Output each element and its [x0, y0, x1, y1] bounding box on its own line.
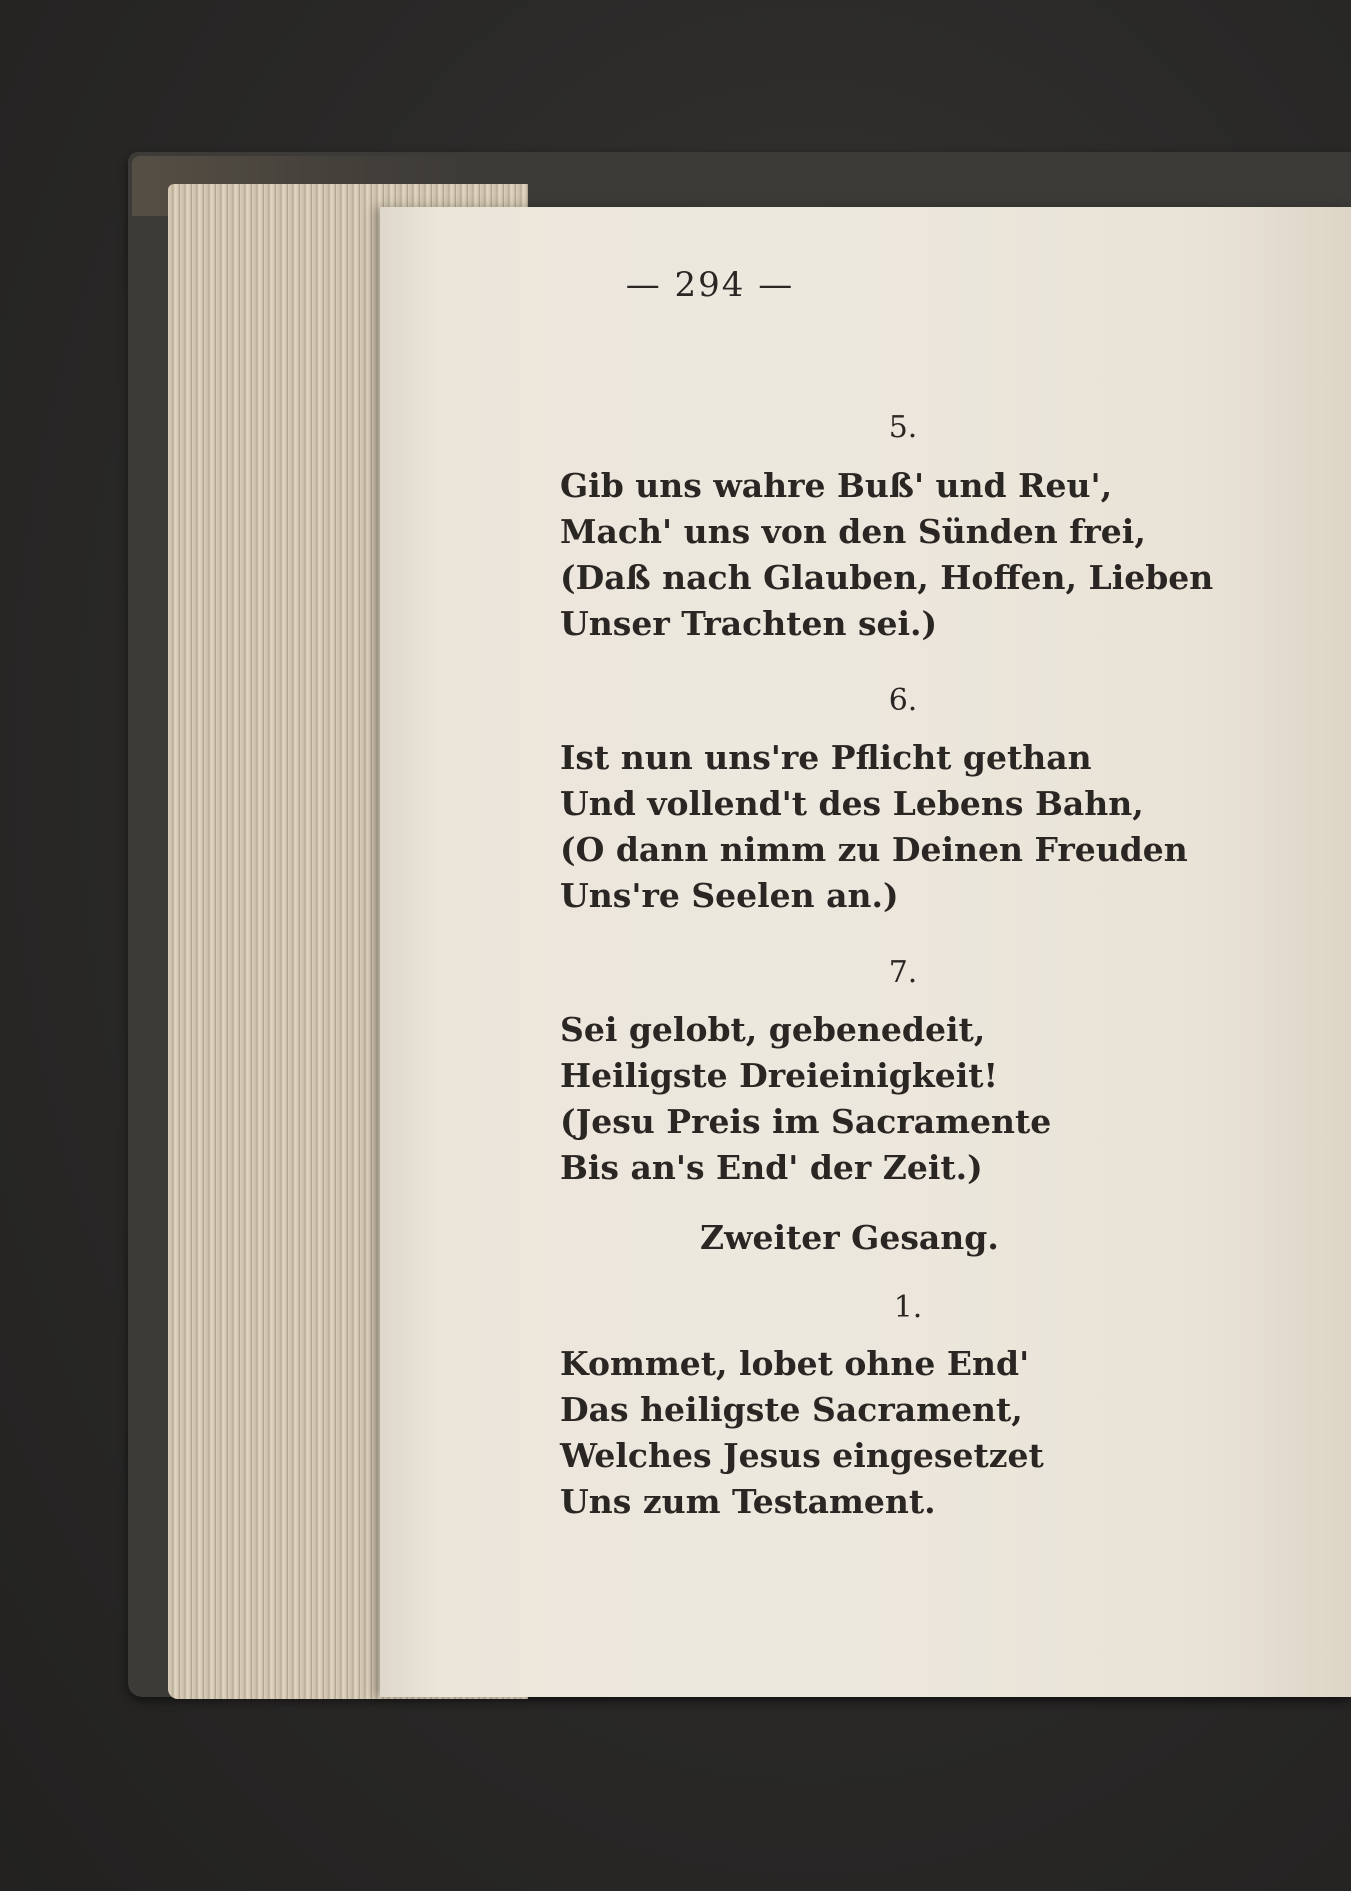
stanza-number: 6.	[888, 683, 918, 718]
verse-line: Unser Trachten sei.)	[560, 604, 938, 643]
verse-line: Mach' uns von den Sünden frei,	[560, 512, 1146, 551]
stanza-number: 7.	[888, 955, 918, 990]
verse-line: Und vollend't des Lebens Bahn,	[560, 784, 1144, 823]
open-book	[128, 152, 1351, 1712]
verse-line: Uns zum Testament.	[560, 1482, 936, 1521]
verse-line: Gib uns wahre Buß' und Reu',	[560, 466, 1113, 505]
verse-line: Ist nun uns're Pflicht gethan	[560, 738, 1092, 777]
verse-line: Uns're Seelen an.)	[560, 876, 899, 915]
verse-line: Welches Jesus eingesetzet	[560, 1436, 1044, 1475]
verse-line: (O dann nimm zu Deinen Freuden	[560, 830, 1188, 869]
verse-line: Das heiligste Sacrament,	[560, 1390, 1023, 1429]
stanza-number: 5.	[888, 410, 918, 445]
verse-line: Sei gelobt, gebenedeit,	[560, 1010, 986, 1049]
verse-line: (Jesu Preis im Sacramente	[560, 1102, 1052, 1141]
verse-line: (Daß nach Glauben, Hoffen, Lieben	[560, 558, 1214, 597]
verse-line: Heiligste Dreieinigkeit!	[560, 1056, 998, 1095]
stanza-number: 1.	[893, 1290, 923, 1325]
verse-line: Kommet, lobet ohne End'	[560, 1344, 1030, 1383]
verse-line: Bis an's End' der Zeit.)	[560, 1148, 983, 1187]
section-heading: Zweiter Gesang.	[700, 1218, 999, 1257]
page-number: — 294 —	[625, 265, 795, 305]
